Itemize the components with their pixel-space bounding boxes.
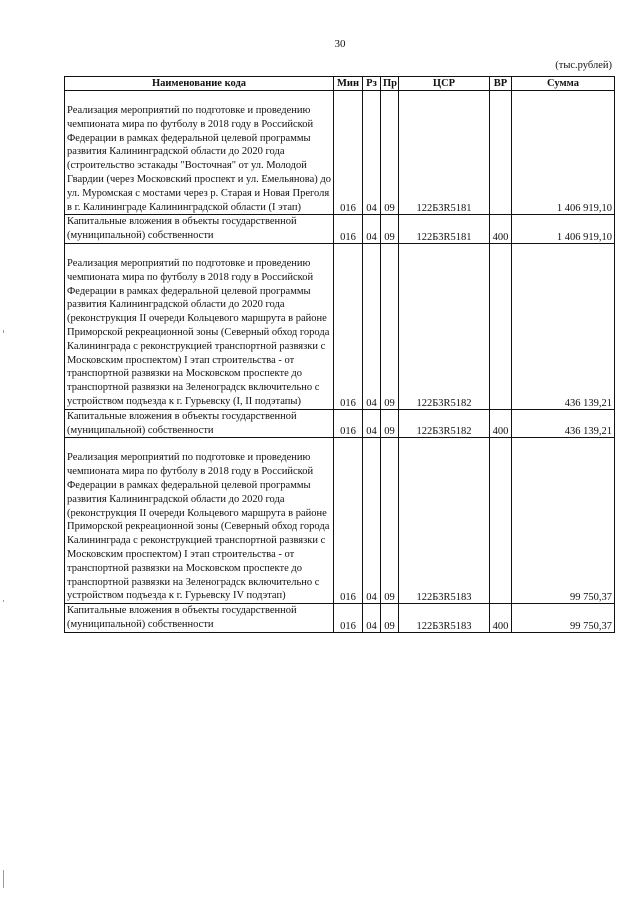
header-vr: ВР [490,77,512,91]
row-sum: 436 139,21 [512,243,615,409]
row-rz: 04 [363,438,381,604]
table-row [65,243,615,409]
table-row [65,438,615,604]
row-csr: 122Б3R5183 [399,604,490,633]
row-pr: 09 [381,91,399,215]
units-label: (тыс.рублей) [555,60,612,71]
row-sum: 436 139,21 [512,409,615,438]
header-pr: Пр [381,77,399,91]
row-pr: 09 [381,215,399,244]
row-min: 016 [334,243,363,409]
row-name: Капитальные вложения в объекты государственной (муниципальной) собственности [65,604,334,633]
row-pr: 09 [381,409,399,438]
scan-margin-mark [3,600,4,602]
row-name: Реализация мероприятий по подготовке и проведению чемпионата мира по футболу в 2018 году в Российской Федерации в рамках федеральной целевой программы развития Калининградской области до 2020 года (строительство эстакады "Восточная" от ул. Молодой Гвардии (через Московский проспект и ул. Емельянова) до ул. Муромская с мостами через р. Старая и Новая Преголя в г. Калининграде Калининградской области (I этап) [67,105,331,213]
row-csr: 122Б3R5183 [399,438,490,604]
row-rz: 04 [363,604,381,633]
row-csr: 122Б3R5181 [399,215,490,244]
row-min: 016 [334,438,363,604]
header-name: Наименование кода [65,77,334,91]
table-header-row [65,77,615,91]
header-sum: Сумма [512,77,615,91]
row-pr: 09 [381,438,399,604]
row-pr: 09 [381,604,399,633]
row-name-cell [65,243,334,409]
row-name: Реализация мероприятий по подготовке и проведению чемпионата мира по футболу в 2018 году в Российской Федерации в рамках федеральной целевой программы развития Калининградской области до 2020 года (реконструкция II очереди Кольцевого маршрута в районе Приморской рекреационной зоны (Северный обход города Калининграда с реконструкцией транспортной развязки с Московским проспектом) I этап строительства - от транспортной развязки на Московском проспекте до транспортной развязки на Зеленоградск включительно с устройством подъезда к г. Гурьевску IV подэтап) [67,452,330,602]
row-min: 016 [334,409,363,438]
header-csr: ЦСР [399,77,490,91]
row-csr: 122Б3R5181 [399,91,490,215]
row-csr: 122Б3R5182 [399,243,490,409]
row-vr [490,91,512,215]
header-min: Мин [334,77,363,91]
row-vr [490,243,512,409]
row-rz: 04 [363,91,381,215]
table-row [65,91,615,215]
row-sum: 99 750,37 [512,604,615,633]
row-csr: 122Б3R5182 [399,409,490,438]
row-min: 016 [334,604,363,633]
row-sum: 1 406 919,10 [512,215,615,244]
row-vr: 400 [490,409,512,438]
budget-table [64,76,615,633]
row-name-cell [65,438,334,604]
header-rz: Рз [363,77,381,91]
row-rz: 04 [363,409,381,438]
row-sum: 1 406 919,10 [512,91,615,215]
row-name: Капитальные вложения в объекты государственной (муниципальной) собственности [65,409,334,438]
scan-margin-mark [3,330,4,333]
table-row [65,215,615,244]
row-name: Реализация мероприятий по подготовке и проведению чемпионата мира по футболу в 2018 году в Российской Федерации в рамках федеральной целевой программы развития Калининградской области до 2020 года (реконструкция II очереди Кольцевого маршрута в районе Приморской рекреационной зоны (Северный обход города Калининграда с реконструкцией транспортной развязки с Московским проспектом) I этап строительства - от транспортной развязки на Московском проспекте до транспортной развязки на Зеленоградск включительно с устройством подъезда к г. Гурьевску (I, II подэтапы) [67,257,330,407]
table-row [65,604,615,633]
row-min: 016 [334,91,363,215]
row-pr: 09 [381,243,399,409]
scan-margin-mark [3,870,4,888]
row-rz: 04 [363,215,381,244]
row-vr: 400 [490,215,512,244]
row-rz: 04 [363,243,381,409]
row-name: Капитальные вложения в объекты государственной (муниципальной) собственности [65,215,334,244]
row-vr: 400 [490,604,512,633]
table-row [65,409,615,438]
page-number: 30 [334,38,346,50]
row-sum: 99 750,37 [512,438,615,604]
row-vr [490,438,512,604]
row-min: 016 [334,215,363,244]
row-name-cell [65,91,334,215]
